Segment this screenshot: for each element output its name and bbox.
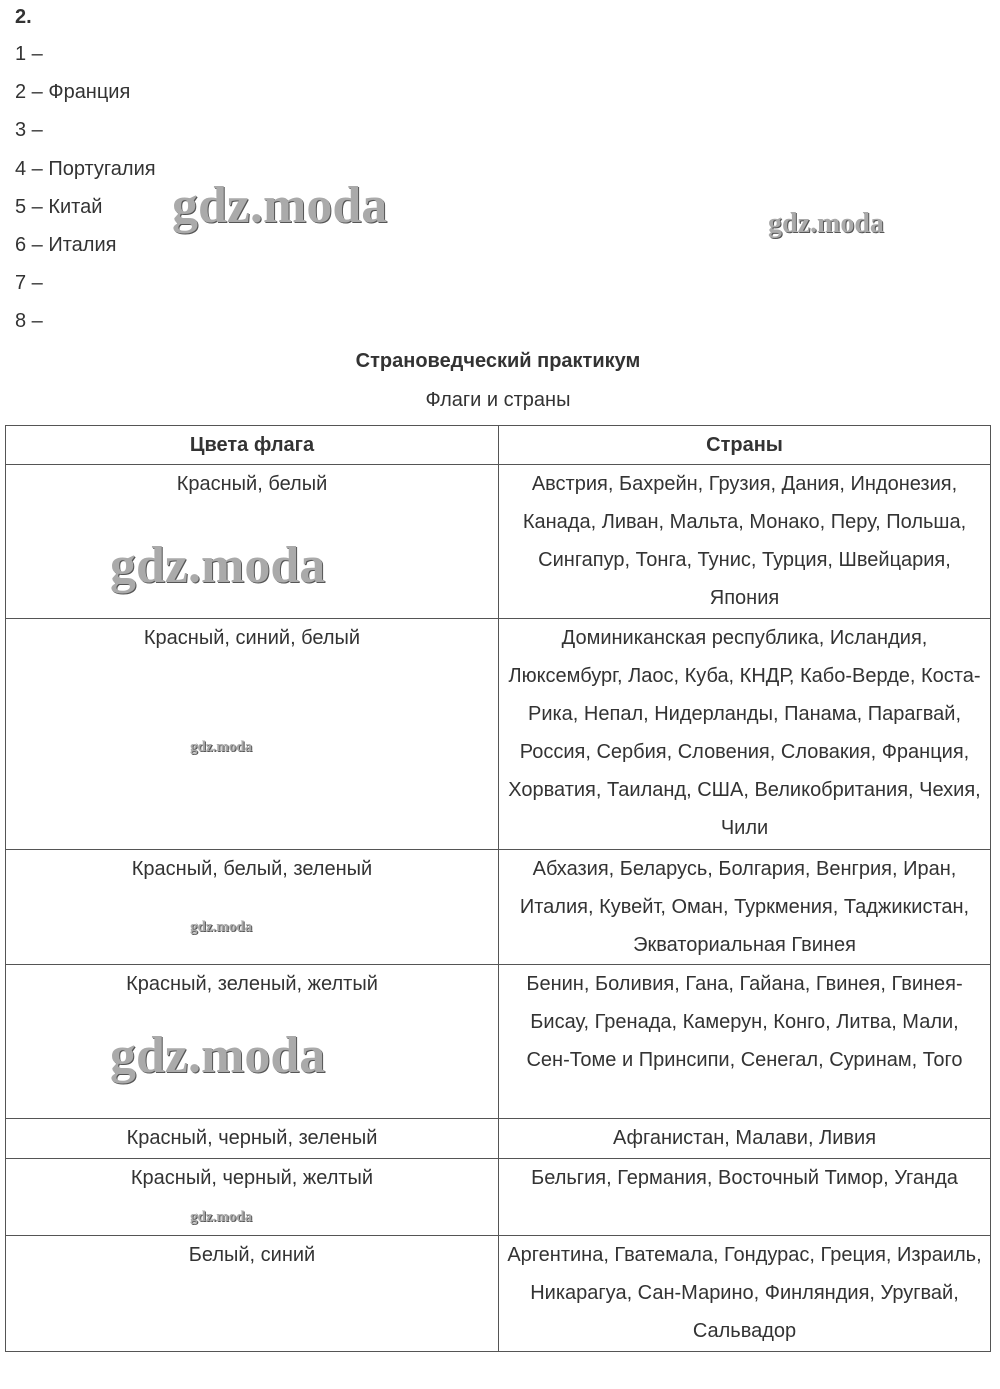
table-row — [6, 1236, 991, 1352]
answer-line: 7 – — [15, 272, 43, 295]
header-countries: Страны — [499, 426, 991, 465]
countries: Австрия, Бахрейн, Грузия, Дания, Индонезия, Канада, Ливан, Мальта, Монако, Перу, Польша, Сингапур, Тонга, Тунис, Турция, Швейцария, Япония — [499, 465, 991, 619]
flag-colors: Красный, синий, белый — [6, 619, 499, 850]
task-number: 2. — [15, 6, 32, 28]
countries: Бельгия, Германия, Восточный Тимор, Уганда — [499, 1159, 991, 1236]
table-row — [6, 619, 991, 850]
watermark: gdz.moda — [190, 919, 253, 935]
watermark: gdz.moda — [768, 208, 884, 239]
watermark: gdz.moda — [110, 537, 326, 594]
watermark: gdz.moda — [190, 1209, 253, 1225]
answer-line: 5 – Китай — [15, 195, 103, 218]
answer-line: 1 – — [15, 43, 43, 65]
answer-line: 3 – — [15, 119, 43, 142]
subtitle: Флаги и страны — [425, 389, 571, 411]
countries: Афганистан, Малави, Ливия — [499, 1119, 991, 1159]
watermark: gdz.moda — [190, 739, 253, 755]
header-colors: Цвета флага — [6, 426, 499, 465]
countries: Бенин, Боливия, Гана, Гайана, Гвинея, Гвинея-Бисау, Гренада, Камерун, Конго, Литва, Мали, Сен-Томе и Принсипи, Сенегал, Суринам, Того — [499, 965, 991, 1119]
table-row — [6, 1119, 991, 1159]
countries: Абхазия, Беларусь, Болгария, Венгрия, Иран, Италия, Кувейт, Оман, Туркмения, Таджикистан, Экваториальная Гвинея — [499, 850, 991, 965]
countries: Доминиканская республика, Исландия, Люксембург, Лаос, Куба, КНДР, Кабо-Верде, Коста-Рика, Непал, Нидерланды, Панама, Парагвай, Россия, Сербия, Словения, Словакия, Франция, Хорватия, Таиланд, США, Великобритания, Чехия, Чили — [499, 619, 991, 850]
flag-colors: Красный, черный, зеленый — [6, 1119, 499, 1159]
watermark: gdz.moda — [110, 1027, 326, 1084]
answer-line: 4 – Португалия — [15, 157, 156, 180]
watermark: gdz.moda — [172, 177, 388, 234]
section-title: Страноведческий практикум — [355, 350, 641, 372]
flag-colors: Красный, белый — [6, 465, 499, 619]
flag-colors: Красный, белый, зеленый — [6, 850, 499, 965]
flag-colors: Белый, синий — [6, 1236, 499, 1352]
countries: Аргентина, Гватемала, Гондурас, Греция, Израиль, Никарагуа, Сан-Марино, Финляндия, Уругвай, Сальвадор — [499, 1236, 991, 1352]
flag-colors: Красный, зеленый, желтый — [6, 965, 499, 1119]
table-row — [6, 850, 991, 965]
flag-colors: Красный, черный, желтый — [6, 1159, 499, 1236]
answer-line: 8 – — [15, 310, 43, 333]
table-row — [6, 1159, 991, 1236]
answer-line: 2 – Франция — [15, 81, 131, 104]
answer-line: 6 – Италия — [15, 234, 117, 256]
